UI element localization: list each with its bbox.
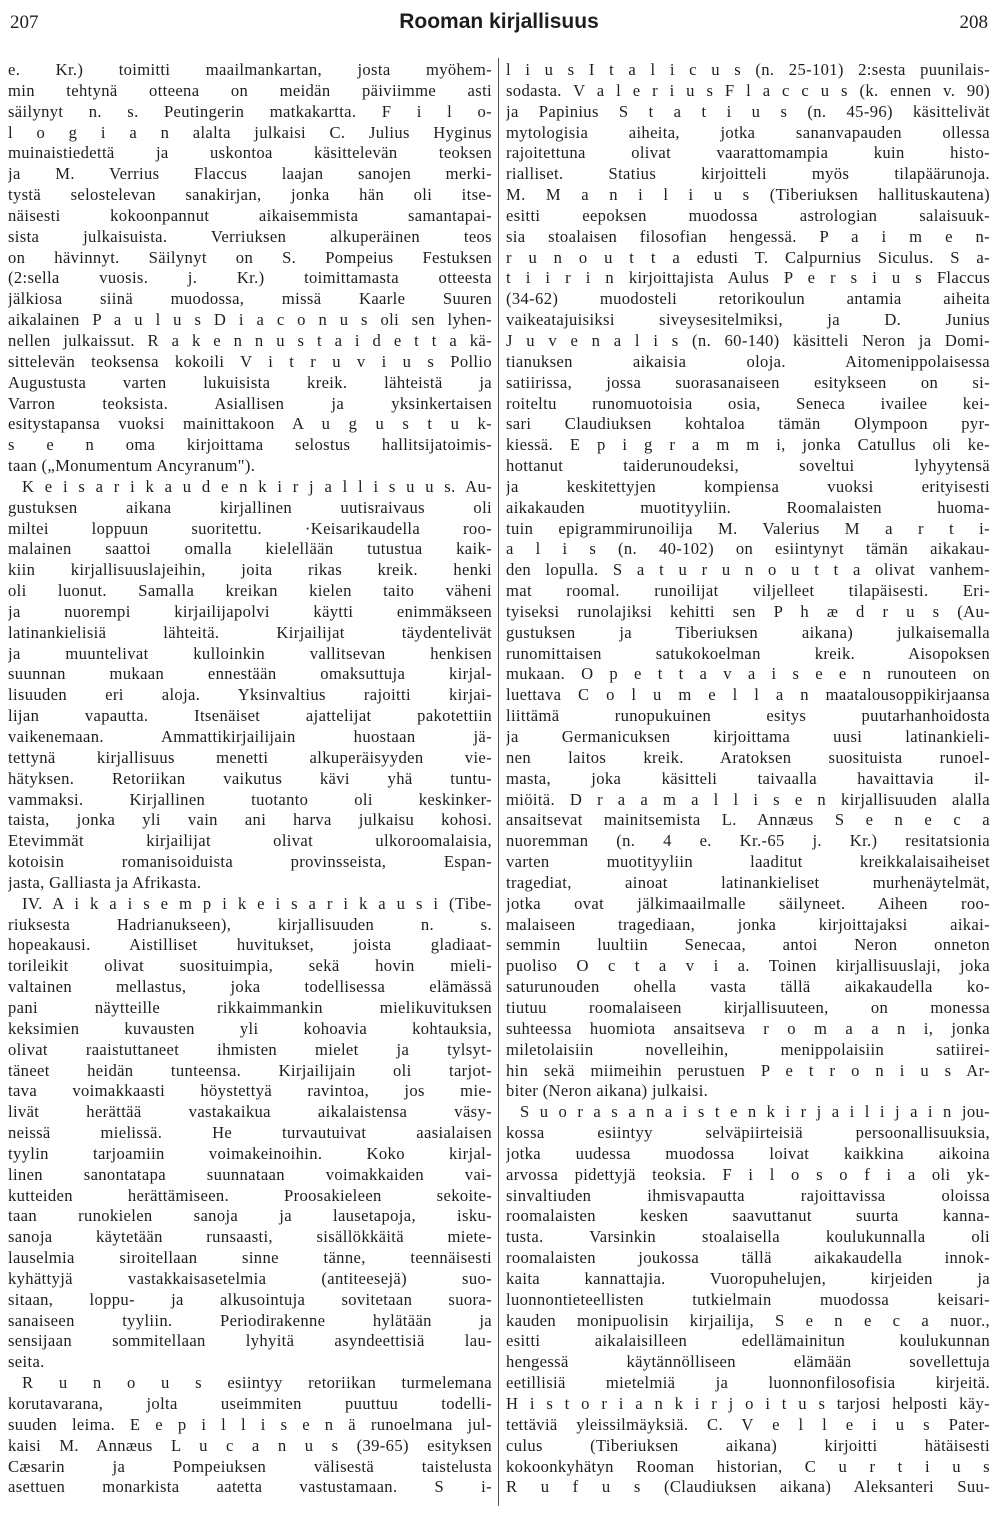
text-line: R u f u s (Claudiuksen aikana) Aleksanteri Suu- bbox=[506, 1477, 990, 1497]
text-line: tyiseksi runolajiksi kehitti sen P h æ d r u s (Au- bbox=[506, 601, 990, 621]
text-line: linen sanontatapa suunnataan voimakkaiden vai- bbox=[8, 1164, 492, 1184]
text-line: muinaistiedettä ja uskontoa käsittelevän teoksen bbox=[8, 143, 492, 163]
text-line: sitaan, loppu- ja alkusointuja sovitetaan suora- bbox=[8, 1289, 492, 1309]
text-line: tava voimakkaasti höystettyä ravintoa, jos mie- bbox=[8, 1081, 492, 1101]
text-line: roomalaisten kesken saavuttanut suurta kanna- bbox=[506, 1206, 990, 1226]
text-line: torileikit olivat suosituimpia, sekä hovin mieli- bbox=[8, 956, 492, 976]
text-line: varten muotityyliin laaditut kreikkalaisaiheiset bbox=[506, 852, 990, 872]
text-line: Varron teoksista. Asiallisen ja yksinkertaisen bbox=[8, 393, 492, 413]
text-line: seita. bbox=[8, 1352, 45, 1372]
text-line: tyylin tarjoamiin voimakeinoihin. Koko kirjal- bbox=[8, 1143, 492, 1163]
text-line: lauselmia siroitellaan sinne tänne, teennäisesti bbox=[8, 1248, 492, 1268]
text-line: nen laitos kreik. Aratoksen suosituista runoel- bbox=[506, 747, 990, 767]
running-title: Rooman kirjallisuus bbox=[399, 10, 599, 33]
text-line: kotoisin romanisoiduista provinsseista, Espan- bbox=[8, 852, 492, 872]
text-line: eetillisiä mietelmiä ja luonnonfilosofisia kirjeitä. bbox=[506, 1373, 990, 1393]
text-line: olivat raaistuttaneet ihmisten mielet ja tylsyt- bbox=[8, 1039, 492, 1059]
text-line: den lopulla. S a t u r u n o u t t a olivat vanhem- bbox=[506, 560, 990, 580]
text-line: hätyksen. Retoriikan vaikutus kävi yhä tuntu- bbox=[8, 768, 492, 788]
text-line: culus (Tiberiuksen aikana) kirjoitti hätäisesti bbox=[506, 1435, 990, 1455]
text-line: ja nuorempi kirjailijapolvi käytti enimmäkseen bbox=[8, 601, 492, 621]
text-line: r u n o u t t a edusti T. Calpurnius Siculus. S a- bbox=[506, 247, 990, 267]
text-line: gustuksen ja Tiberiuksen aikana) julkaisemalla bbox=[506, 622, 990, 642]
text-line: kutteiden herättämiseen. Proosakieleen sekoite- bbox=[8, 1185, 492, 1205]
text-line: a l i s (n. 40-102) on esiintynyt tämän aikakau- bbox=[506, 539, 990, 559]
text-line: J u v e n a l i s (n. 60-140) käsitteli Neron ja Domi- bbox=[506, 330, 990, 350]
text-line: latinankielisiä lähteitä. Kirjailijat täydentelivät bbox=[8, 622, 492, 642]
text-line: tettäviä yleissilmäyksiä. C. V e l l e i u s Pater- bbox=[506, 1414, 990, 1434]
text-line: S u o r a s a n a i s t e n k i r j a i l i j a i n jou- bbox=[520, 1102, 990, 1122]
text-line: runomittaisen satukokoelman kreik. Aisopoksen bbox=[506, 643, 990, 663]
text-line: rialliset. Statius kirjoitteli myös tilapäärunoja. bbox=[506, 164, 990, 184]
text-line: luonnontieteellisten tutkielmain muodossa keisari- bbox=[506, 1289, 990, 1309]
text-line: min tehtynä otteena on meidän päiviimme asti bbox=[8, 80, 492, 100]
text-line: H i s t o r i a n k i r j o i t u s tarjosi helposti käy- bbox=[506, 1394, 990, 1413]
text-line: sodasta. V a l e r i u s F l a c c u s (k. ennen v. 90) bbox=[506, 80, 990, 100]
text-line: ja keskitettyjen kompiensa vuoksi erityisesti bbox=[506, 476, 990, 496]
text-line: tettynä kirjallisuus menetti alkuperäisyyden vie- bbox=[8, 747, 492, 767]
text-line: saturunouden ohella vasta tällä aikakaudella ko- bbox=[506, 977, 990, 997]
text-line: säilynyt n. s. Peutingerin matkakartta. F i l o- bbox=[8, 101, 492, 121]
text-line: miletolaisiin novelleihin, menippolaisiin satiirei- bbox=[506, 1039, 990, 1059]
text-line: ja M. Verrius Flaccus laajan sanojen merki- bbox=[8, 164, 492, 184]
text-line: tiutuu roomalaiseen kirjallisuuteen, on monessa bbox=[506, 997, 990, 1017]
text-line: kiin kirjallisuuslajeihin, joita rikas kreik. henki bbox=[8, 560, 492, 580]
text-line: esitystapansa vuoksi mainittakoon A u g u s t u k- bbox=[8, 414, 492, 434]
text-line: satiirissa, jossa suorasanaiseen esitykseen on si- bbox=[506, 372, 990, 392]
text-line: tuin epigrammirunoilija M. Valerius M a r t i- bbox=[506, 518, 990, 538]
text-line: esitti eepoksen muodossa astrologian salaisuuk- bbox=[506, 205, 990, 225]
text-line: hottanut taiderunoudeksi, soveltui lyhyytensä bbox=[506, 456, 990, 476]
text-line: kaisi M. Annæus L u c a n u s (39-65) esityksen bbox=[8, 1435, 492, 1455]
text-line: IV. A i k a i s e m p i k e i s a r i k a u s i (Tibe- bbox=[22, 893, 492, 913]
text-line: jasta, Galliasta ja Afrikasta. bbox=[8, 872, 202, 892]
text-line: hengessä käytännölliseen elämään sovellettuja bbox=[506, 1352, 990, 1372]
text-line: nellen julkaissut. R a k e n n u s t a i d e t t a kä- bbox=[8, 330, 492, 350]
text-line: t i i r i n kirjoittajista Aulus P e r s i u s Flaccus bbox=[506, 268, 990, 288]
text-line: miltei loppuun suoritettu. ·Keisarikaudella roo- bbox=[8, 518, 492, 538]
text-line: sari Claudiuksen kohtaloa tämän Olympoon pyr- bbox=[506, 414, 990, 434]
text-line: luettava C o l u m e l l a n maatalousoppikirjaansa bbox=[506, 685, 990, 705]
page-header bbox=[0, 8, 998, 38]
text-line: kiessä. E p i g r a m m i, jonka Catullus oli ke- bbox=[506, 435, 990, 455]
text-line: malaiseen tragediaan, jonka kirjoittajaksi aikai- bbox=[506, 914, 990, 934]
text-line: suhteessa huomiota ansaitseva r o m a a n i, jonka bbox=[506, 1018, 990, 1038]
text-line: semmin luultiin Senecaa, antoi Neron onneton bbox=[506, 935, 990, 955]
paragraph bbox=[506, 60, 990, 1102]
text-line: näisesti kokoonpannut aikaisemmista samantapai- bbox=[8, 205, 492, 225]
text-line: l o g i a n alalta julkaisi C. Julius Hyginus bbox=[8, 122, 492, 142]
text-line: l i u s I t a l i c u s (n. 25-101) 2:sesta puunilais- bbox=[506, 60, 990, 79]
text-line: biter (Neron aikana) julkaisi. bbox=[506, 1081, 709, 1101]
text-line: aikakauden muotityyliin. Roomalaisten huoma- bbox=[506, 497, 990, 517]
text-line: sittelevän teoksensa kokoili V i t r u v i u s Pollio bbox=[8, 351, 492, 371]
text-line: sensijaan sommitellaan lyhyitä asyndeettisiä lau- bbox=[8, 1331, 492, 1351]
text-line: (34-62) muodosteli retorikoulun antamia aiheita bbox=[506, 289, 990, 309]
text-line: masta, joka käsitteli taivaalla havaittavia il- bbox=[506, 768, 990, 788]
text-line: roiteltu runomuotoisia osia, Seneca ivailee kei- bbox=[506, 393, 990, 413]
text-line: lisuuden eri aloja. Yksinvaltius rajoitti kirjai- bbox=[8, 685, 492, 705]
text-line: kyhättyjä vastakkaisasetelmia (antiteesejä) suo- bbox=[8, 1268, 492, 1288]
text-line: korutavarana, jolta useimmiten puuttuu todelli- bbox=[8, 1394, 492, 1413]
text-line: roomalaisten joukossa tällä aikakaudella innok- bbox=[506, 1248, 990, 1268]
text-line: Etevimmät kirjailijat olivat ulkoroomalaisia, bbox=[8, 831, 492, 851]
text-line: ansaitsevat mainitsemista L. Annæus S e n e c a bbox=[506, 810, 990, 830]
text-line: K e i s a r i k a u d e n k i r j a l l i s u u s. Au- bbox=[22, 476, 492, 496]
text-line: valtainen mellastus, joka todellisessa elämässä bbox=[8, 977, 492, 997]
text-line: (2:sella vuosis. j. Kr.) toimittamasta otteesta bbox=[8, 268, 492, 288]
text-line: tusta. Varsinkin stoalaisella koulukunnalla oli bbox=[506, 1227, 990, 1247]
paragraph bbox=[8, 60, 492, 477]
text-line: taista, jonka yli vain ani harva julkaisu kohosi. bbox=[8, 810, 492, 830]
text-line: liittämä runopukuinen esitys puutarhanhoidosta bbox=[506, 706, 990, 726]
paragraph bbox=[8, 894, 492, 1373]
text-line: e. Kr.) toimitti maailmankartan, josta myöhem- bbox=[8, 60, 492, 79]
text-line: sinvaltiuden ihmisvapautta rajoittavissa oloissa bbox=[506, 1185, 990, 1205]
text-line: arvossa pidettyjä teoksia. F i l o s o f i a oli yk- bbox=[506, 1164, 990, 1184]
text-line: Cæsarin ja Pompeiuksen välisestä taistelusta bbox=[8, 1456, 492, 1476]
left-page-number: 207 bbox=[10, 12, 39, 33]
paragraph bbox=[506, 1102, 990, 1498]
text-line: kossa esiintyy selväpiirteisiä persoonallisuuksia, bbox=[506, 1123, 990, 1143]
right-page-number: 208 bbox=[959, 12, 988, 33]
text-line: suunnan mukaan ennestään omaksuttuja kirjal- bbox=[8, 664, 492, 684]
text-line: nuoremman (n. 4 e. Kr.-65 j. Kr.) resitatsionia bbox=[506, 831, 990, 851]
text-line: ja Papinius S t a t i u s (n. 45-96) käsittelivät bbox=[506, 101, 990, 121]
text-line: malainen saattoi omalla kielellään tutustua kaik- bbox=[8, 539, 492, 559]
text-line: s e n oma kirjoittama selostus hallitsijatoimis- bbox=[8, 435, 492, 455]
text-line: mat roomal. runoilijat viljelleet tilapäisesti. Eri- bbox=[506, 581, 990, 601]
paragraph bbox=[8, 1373, 492, 1498]
text-line: tragediat, ainoat latinankieliset murhenäytelmät, bbox=[506, 872, 990, 892]
text-line: oli luonut. Samalla kreikan kielen taito väheni bbox=[8, 581, 492, 601]
text-line: riuksesta Hadrianukseen), kirjallisuuden n. s. bbox=[8, 914, 492, 934]
text-line: ja Germanicuksen kirjoittama uusi latinankieli- bbox=[506, 727, 990, 746]
text-line: keksimien kuvausten yli kohoavia kohtauksia, bbox=[8, 1018, 492, 1038]
text-line: esitti aikalaisilleen edellämainitun koulukunnan bbox=[506, 1331, 990, 1351]
left-column bbox=[8, 60, 492, 1498]
text-line: kauden monipuolisin kirjailija, S e n e c a nuor., bbox=[506, 1310, 990, 1330]
right-column bbox=[506, 60, 990, 1498]
text-line: sanoja käytetään runsaasti, sisällökkäitä miete- bbox=[8, 1227, 492, 1247]
text-line: miöitä. D r a a m a l l i s e n kirjallisuuden alalla bbox=[506, 789, 990, 809]
text-line: taan runokielen sanoja ja lausetapoja, isku- bbox=[8, 1206, 492, 1226]
text-line: sista julkaisuista. Verriuksen alkuperäinen teos bbox=[8, 226, 492, 246]
text-line: on hävinnyt. Säilynyt on S. Pompeius Festuksen bbox=[8, 247, 492, 267]
text-line: lijan vapautta. Itsenäiset ajattelijat pakotettiin bbox=[8, 706, 492, 726]
text-line: tystä selostelevan sanakirjan, jonka hän oli itse- bbox=[8, 185, 492, 205]
text-line: Augustusta varten lukuisista kreik. lähteistä ja bbox=[8, 372, 492, 392]
column-divider bbox=[498, 58, 499, 1506]
text-line: rajoitettuna olivat vaarattomampia kuin histo- bbox=[506, 143, 990, 163]
text-line: mukaan. O p e t t a v a i s e e n runouteen on bbox=[506, 664, 990, 684]
text-line: kaita kannattajia. Vuoropuhelujen, kirjeiden ja bbox=[506, 1268, 990, 1288]
text-line: jotka uudessa muodossa loivat kaikkina aikoina bbox=[506, 1143, 990, 1163]
text-line: sanaiseen tyyliin. Periodirakenne hylätään ja bbox=[8, 1310, 492, 1330]
text-line: taan („Monumentum Ancyranum"). bbox=[8, 456, 256, 476]
text-line: puoliso O c t a v i a. Toinen kirjallisuuslaji, joka bbox=[506, 956, 990, 976]
text-line: täneet heidän tunteensa. Kirjailijain oli tarjot- bbox=[8, 1060, 492, 1080]
text-line: hin sekä miimeihin perustuen P e t r o n i u s Ar- bbox=[506, 1060, 990, 1080]
text-line: R u n o u s esiintyy retoriikan turmelemana bbox=[22, 1373, 492, 1393]
text-line: aikalainen P a u l u s D i a c o n u s oli sen lyhen- bbox=[8, 310, 492, 330]
text-line: mytologisia aiheita, jotka sananvapauden ollessa bbox=[506, 122, 990, 142]
text-line: gustuksen aikana kirjallinen uutisraivaus oli bbox=[8, 497, 492, 517]
text-line: kokoonkyhätyn Rooman historian, C u r t i u s bbox=[506, 1456, 990, 1476]
text-line: suuden leima. E e p i l l i s e n ä runoelmana jul- bbox=[8, 1414, 492, 1434]
text-line: livät herättää vastakaikua aikalaistensa väsy- bbox=[8, 1102, 492, 1122]
text-line: vammaksi. Kirjallinen tuotanto oli keskinker- bbox=[8, 789, 492, 809]
paragraph bbox=[8, 477, 492, 894]
text-line: pani näytteille rikkaimmankin mielikuvituksen bbox=[8, 997, 492, 1017]
text-line: ja muuntelivat kulloinkin vallitsevan henkisen bbox=[8, 643, 492, 663]
text-line: jotka ovat jälkimaailmalle säilyneet. Aiheen roo- bbox=[506, 893, 990, 913]
text-line: jälkiosa siinä muodossa, missä Kaarle Suuren bbox=[8, 289, 492, 309]
text-line: neissä mielissä. He turvautuivat aasialaisen bbox=[8, 1123, 492, 1143]
text-line: vaikenemaan. Ammattikirjailijain huostaan jä- bbox=[8, 727, 492, 746]
text-line: sia stoalaisen filosofian hengessä. P a i m e n- bbox=[506, 226, 990, 246]
text-line: asettuen monarkista aatetta vastustamaan. S i- bbox=[8, 1477, 492, 1497]
text-line: tianuksen aikaisia oloja. Aitomenippolaisessa bbox=[506, 351, 990, 371]
text-line: M. M a n i l i u s (Tiberiuksen hallituskautena) bbox=[506, 185, 990, 205]
text-line: vaikeatajuisiksi siveysesitelmiksi, ja D. Junius bbox=[506, 310, 990, 330]
text-line: hopeakausi. Aistilliset huvitukset, joista gladiaat- bbox=[8, 935, 492, 955]
